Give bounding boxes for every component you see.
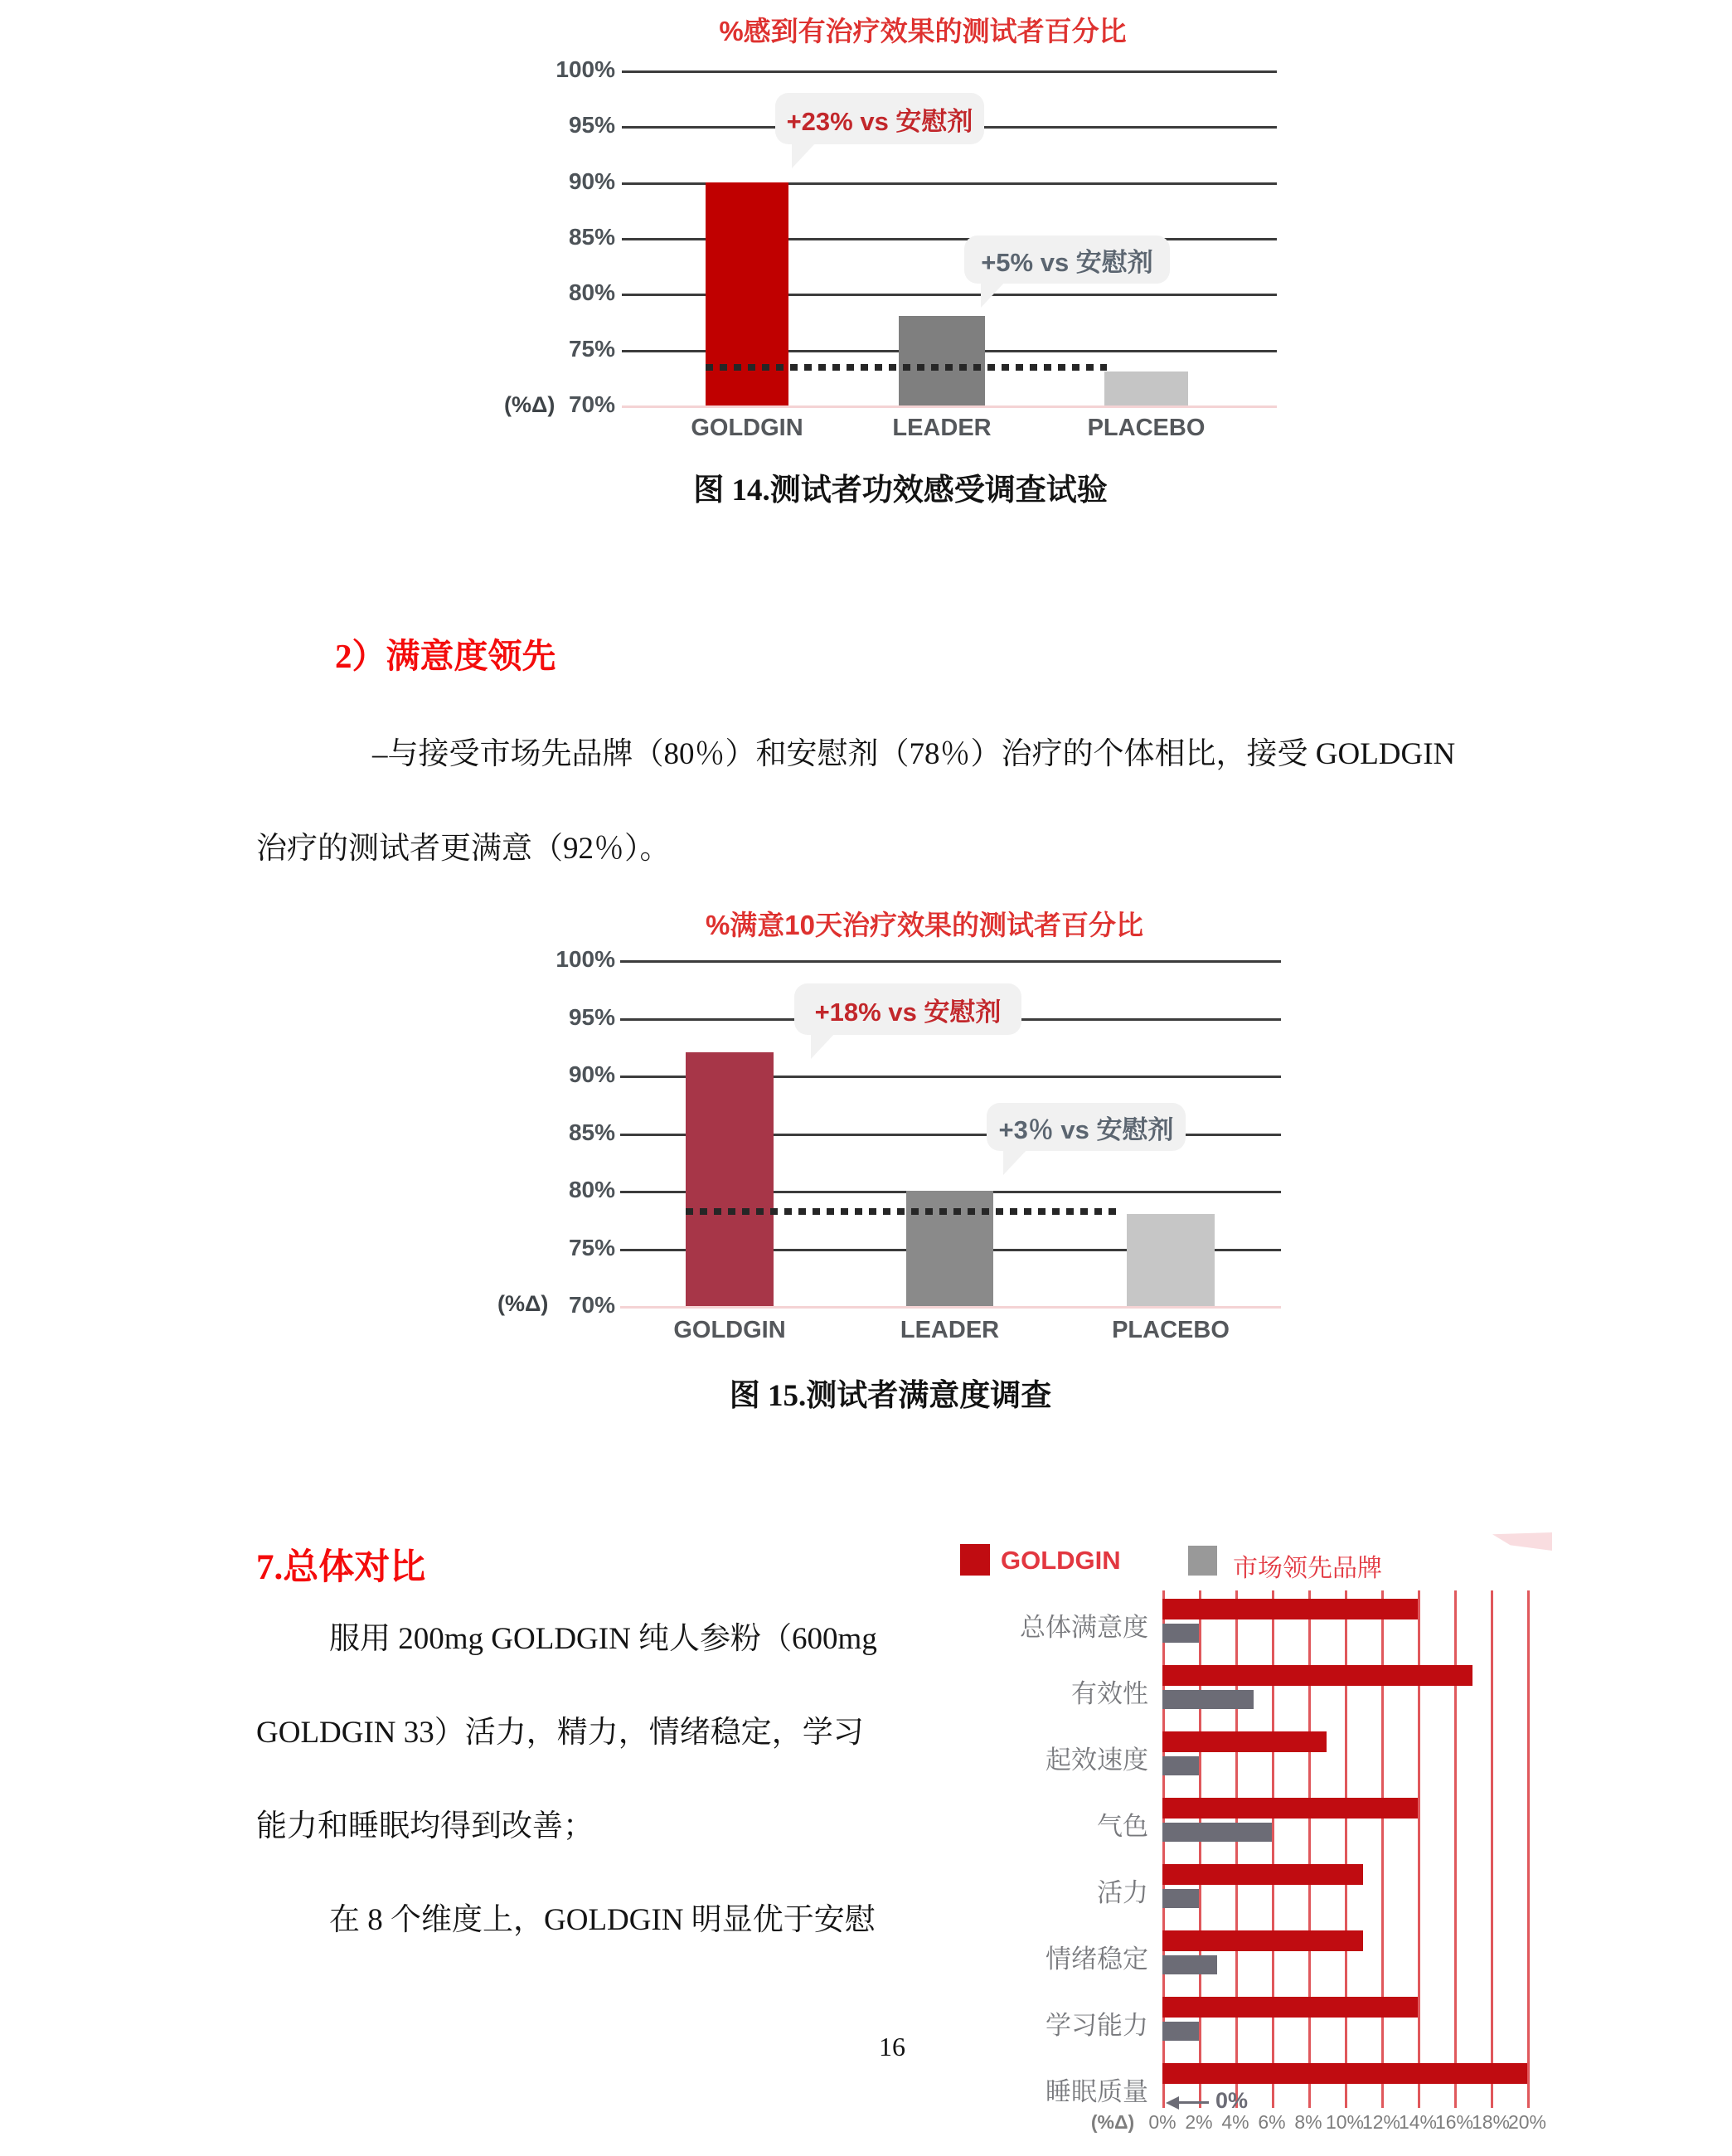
h-category-label: 情绪稳定 — [1046, 1945, 1148, 1974]
hbar-market-leader-6 — [1162, 2022, 1199, 2041]
callout-text: +18% vs 安慰剂 — [814, 997, 1002, 1027]
section2-paragraph-line2: 治疗的测试者更满意（92％）。 — [256, 832, 671, 866]
h-category-label: 睡眠质量 — [1046, 2077, 1148, 2106]
y-tick-label: 80% — [568, 1177, 615, 1202]
h-category-label: 起效速度 — [1046, 1746, 1148, 1775]
callout-bubble — [987, 1103, 1186, 1151]
x-axis-unit-label: (%Δ) — [1090, 2111, 1135, 2133]
x-tick-label: 4% — [1221, 2111, 1249, 2133]
bar-goldgin — [686, 1052, 774, 1306]
y-tick-label: 90% — [568, 1061, 615, 1087]
hbar-goldgin-0 — [1162, 1599, 1418, 1619]
y-axis-unit-label: (%Δ) — [497, 1291, 549, 1316]
fig15-title: %满意10天治疗效果的测试者百分比 — [705, 910, 1144, 940]
h-category-label: 学习能力 — [1046, 2011, 1148, 2040]
y-tick-label: 80% — [568, 279, 615, 305]
section7-heading: 7.总体对比 — [256, 1548, 426, 1587]
callout-tail — [1003, 1148, 1028, 1175]
legend-label-goldgin: GOLDGIN — [1001, 1546, 1121, 1575]
gridline-100 — [622, 70, 1277, 73]
bar-placebo — [1104, 371, 1188, 405]
gridline-20pct — [1527, 1590, 1530, 2108]
decorative-pink-wedge — [1492, 1532, 1552, 1551]
callout-text: +23% vs 安慰剂 — [786, 106, 973, 136]
x-tick-label: 14% — [1398, 2111, 1438, 2133]
y-tick-label: 70% — [568, 1292, 615, 1318]
h-category-label: 活力 — [1097, 1878, 1148, 1907]
fig14-title: %感到有治疗效果的测试者百分比 — [719, 16, 1127, 46]
legend-swatch-market-leader — [1188, 1546, 1217, 1576]
h-category-label: 有效性 — [1071, 1679, 1148, 1708]
x-tick-label: 12% — [1361, 2111, 1401, 2133]
y-tick-label: 100% — [556, 56, 615, 82]
zero-annotation: 0% — [1215, 2088, 1249, 2113]
y-tick-label: 85% — [568, 1119, 615, 1145]
hbar-goldgin-4 — [1162, 1864, 1363, 1885]
section2-paragraph-line1: –与接受市场先品牌（80％）和安慰剂（78％）治疗的个体相比，接受 GOLDGIN — [372, 737, 1456, 771]
fig15-satisfaction-chart — [0, 896, 1732, 1360]
gridline-70 — [620, 1306, 1281, 1309]
y-tick-label: 95% — [568, 1004, 615, 1030]
y-tick-label: 90% — [568, 168, 615, 194]
hbar-market-leader-0 — [1162, 1624, 1199, 1643]
x-tick-label: GOLDGIN — [691, 415, 803, 441]
y-tick-label: 85% — [568, 224, 615, 250]
hbar-market-leader-5 — [1162, 1955, 1217, 1974]
callout-tail — [981, 281, 1006, 308]
zero-arrow-line — [1177, 2101, 1209, 2104]
fig14-caption: 图 14.测试者功效感受调查试验 — [693, 473, 1108, 507]
section7-line2: GOLDGIN 33）活力，精力，情绪稳定，学习 — [256, 1716, 864, 1750]
callout-bubble — [775, 93, 984, 144]
bar-placebo — [1127, 1214, 1215, 1306]
gridline-18pct — [1491, 1590, 1493, 2108]
hbar-goldgin-5 — [1162, 1930, 1363, 1951]
callout-text: +5% vs 安慰剂 — [981, 247, 1153, 277]
x-tick-label: 10% — [1325, 2111, 1365, 2133]
h-category-label: 总体满意度 — [1020, 1613, 1148, 1642]
fig14-effect-chart — [0, 0, 1732, 514]
placebo-reference-dotted-line — [706, 364, 1107, 371]
x-tick-label: 6% — [1258, 2111, 1286, 2133]
section7-line3: 能力和睡眠均得到改善； — [256, 1809, 594, 1843]
gridline-100 — [620, 960, 1281, 963]
section7-line1: 服用 200mg GOLDGIN 纯人参粉（600mg — [329, 1622, 877, 1656]
bar-leader — [899, 316, 985, 405]
placebo-reference-dotted-line — [686, 1208, 1122, 1215]
hbar-market-leader-2 — [1162, 1756, 1199, 1775]
comparison-bar-chart — [0, 1576, 1732, 2156]
x-tick-label: 8% — [1294, 2111, 1322, 2133]
section7-line4: 在 8 个维度上，GOLDGIN 明显优于安慰 — [329, 1903, 876, 1937]
hbar-goldgin-6 — [1162, 1997, 1418, 2018]
hbar-market-leader-3 — [1162, 1823, 1272, 1842]
y-tick-label: 75% — [568, 1235, 615, 1260]
hbar-market-leader-1 — [1162, 1690, 1254, 1709]
hbar-market-leader-4 — [1162, 1889, 1199, 1908]
callout-bubble — [964, 236, 1170, 284]
x-tick-label: PLACEBO — [1112, 1317, 1230, 1343]
x-tick-label: 16% — [1434, 2111, 1474, 2133]
section2-heading: 2）满意度领先 — [335, 637, 556, 675]
y-tick-label: 95% — [568, 112, 615, 138]
h-category-label: 气色 — [1097, 1812, 1148, 1841]
hbar-goldgin-2 — [1162, 1731, 1327, 1752]
x-tick-label: LEADER — [892, 415, 992, 441]
y-tick-label: 70% — [568, 391, 615, 417]
legend-swatch-goldgin — [960, 1544, 990, 1576]
x-tick-label: 20% — [1507, 2111, 1547, 2133]
x-tick-label: LEADER — [900, 1317, 1000, 1343]
legend-label-market-leader: 市场领先品牌 — [1233, 1555, 1382, 1582]
x-tick-label: 2% — [1185, 2111, 1213, 2133]
callout-tail — [792, 142, 817, 168]
y-tick-label: 100% — [556, 946, 615, 972]
hbar-goldgin-7 — [1162, 2063, 1527, 2084]
callout-text: +3％ vs 安慰剂 — [998, 1114, 1174, 1144]
callout-tail — [811, 1032, 836, 1059]
page-number: 16 — [879, 2032, 905, 2061]
callout-bubble — [794, 983, 1021, 1035]
x-tick-label: 18% — [1471, 2111, 1511, 2133]
gridline-70 — [622, 405, 1277, 408]
fig15-caption: 图 15.测试者满意度调查 — [729, 1379, 1052, 1413]
bar-goldgin — [706, 182, 788, 405]
y-axis-unit-label: (%Δ) — [504, 392, 556, 417]
x-tick-label: GOLDGIN — [673, 1317, 786, 1343]
hbar-goldgin-1 — [1162, 1665, 1472, 1686]
y-tick-label: 75% — [568, 336, 615, 362]
hbar-goldgin-3 — [1162, 1798, 1418, 1819]
x-tick-label: PLACEBO — [1087, 415, 1206, 441]
x-tick-label: 0% — [1148, 2111, 1176, 2133]
